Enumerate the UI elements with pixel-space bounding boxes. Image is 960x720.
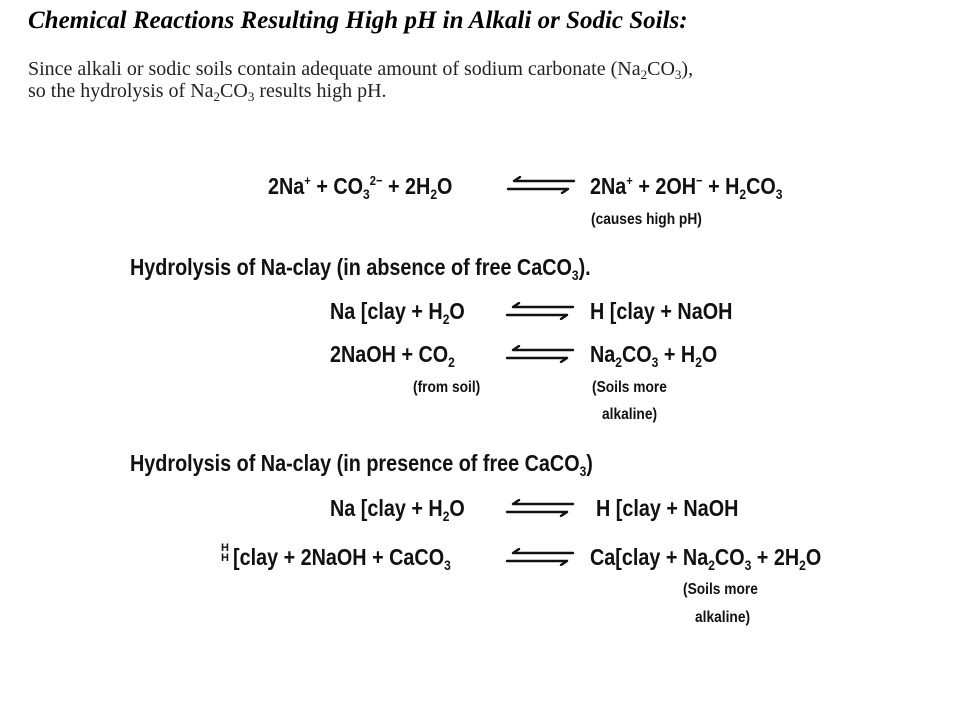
reaction1-note: (causes high pH) — [591, 211, 702, 228]
intro-paragraph: Since alkali or sodic soils contain adequate amount of sodium carbonate $(Na_2CO_3)$, so the hydrolysis of $Na_2CO_3$ results high pH. — [28, 58, 694, 104]
equilibrium-arrow-icon — [506, 176, 576, 194]
reaction1-right: $2Na^+ + 2OH^- + H_2CO_3$ — [590, 173, 783, 202]
equilibrium-arrow-icon — [505, 345, 575, 363]
absence-note-soils-more: (Soils more — [592, 379, 667, 396]
equilibrium-arrow-icon — [505, 499, 575, 517]
heading-presence: Hydrolysis of Na-clay (in presence of free CaCO$_3$) — [130, 450, 593, 479]
presence-r2-right: Ca[clay + $Na_2CO_3 + 2H_2O$ — [590, 544, 822, 573]
presence-r1-right: H [clay + NaOH — [596, 495, 739, 521]
presence-r1-left: Na [clay + $H_2O$ — [330, 495, 465, 524]
presence-r2-left: [clay + 2NaOH + CaCO$_3$ — [233, 544, 451, 573]
presence-note-alkaline: alkaline) — [695, 609, 751, 626]
page-title: Chemical Reactions Resulting High pH in Alkali or Sodic Soils: — [28, 7, 688, 34]
equilibrium-arrow-icon — [505, 302, 575, 320]
equilibrium-arrow-icon — [505, 548, 575, 566]
absence-note-from-soil: (from soil) — [413, 379, 481, 396]
absence-r1-right: H [clay + NaOH — [590, 298, 733, 324]
absence-r2-left: 2NaOH + $CO_2$ — [330, 341, 455, 370]
absence-r1-left: Na [clay + $H_2O$ — [330, 298, 465, 327]
presence-note-soils-more: (Soils more — [683, 581, 758, 598]
presence-h-prefix: H H — [221, 542, 229, 564]
absence-r2-right: $Na_2CO_3 + H_2O$ — [590, 341, 718, 370]
reaction1-left: $2Na^+ + CO_3^{2-} + 2H_2O$ — [268, 173, 453, 202]
heading-absence: Hydrolysis of Na-clay (in absence of free CaCO$_3$). — [130, 254, 591, 283]
absence-note-alkaline: alkaline) — [602, 406, 658, 423]
